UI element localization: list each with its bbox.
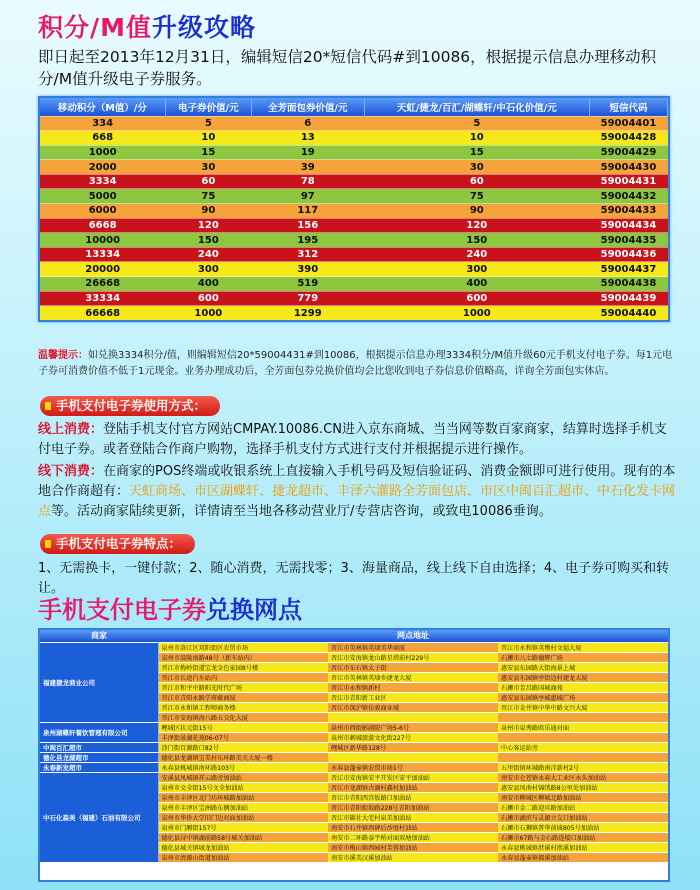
table-cell: 39	[251, 160, 364, 175]
outlet-address: 晋江市安海镇龙山路星塔前村229号	[328, 652, 498, 662]
table-cell: 20000	[40, 262, 165, 277]
outlet-address: 晋江市青阳新工业区	[328, 692, 498, 702]
tip-note	[38, 348, 678, 380]
outlet-address: 泉州市清源山街道加油站	[158, 852, 328, 862]
table-cell: 78	[251, 174, 364, 189]
table-cell: 15	[165, 145, 251, 160]
table-cell: 195	[251, 233, 364, 248]
intro-text: 即日起至2013年12月31日，编辑短信20*短信代码#到10086，根据提示信息办理移动积分/M值升级电子券服务。	[38, 48, 657, 88]
table-row	[40, 772, 668, 782]
table-cell: 1299	[251, 306, 364, 321]
table-cell: 90	[364, 204, 589, 219]
outlets-title-part2: 兑换网点	[206, 596, 302, 624]
table-cell: 600	[165, 291, 251, 306]
table-cell: 668	[40, 131, 165, 146]
merchant-name: 中闽百汇超市	[40, 742, 158, 752]
outlet-address: 石狮市湖滨与灵源立交口加油站	[498, 812, 668, 822]
outlet-address: 晋江市碳社大宅村泉美加油站	[328, 812, 498, 822]
table-cell: 150	[165, 233, 251, 248]
outlet-address: 南安市二环路泰宇桥对面双塘加油站	[328, 832, 498, 842]
upgrade-header-cell: 电子券价值/元	[165, 98, 251, 116]
online-label: 线上消费：	[38, 422, 104, 437]
offline-text-1: 在商家的POS终端或收银系统上直接输入手机号码及短信验证码、消费金额即可进行使用。现有的本地合作商超有：	[38, 464, 676, 499]
outlet-address: 石狮市67路与金石路连接口加油站	[498, 832, 668, 842]
table-cell: 30	[165, 160, 251, 175]
offline-merchants: 天虹商场、市区湖蝶轩、捷龙超市、丰泽六灌路全芳面包店、市区中闽百汇超市、中石化发卡网点	[38, 484, 676, 519]
table-cell: 117	[251, 204, 364, 219]
outlets-header-merchant: 商家	[40, 630, 158, 642]
outlet-address: 安溪县凤城镇祥云路旁加油站	[158, 772, 328, 782]
outlet-address: 南安市仑苍镇永春大工业区永头加油站	[498, 772, 668, 782]
outlet-address: 泉州市文全街15号文全加油站	[158, 782, 328, 792]
table-cell: 10	[165, 131, 251, 146]
table-cell: 600	[364, 291, 589, 306]
features-section-badge: 手机支付电子券特点：	[40, 534, 195, 554]
outlet-address: 永春县桃城镇南环路103号	[158, 762, 328, 772]
outlet-address: 晋江市东石镇太子街	[328, 662, 498, 672]
upgrade-table	[38, 96, 670, 322]
table-cell: 400	[364, 277, 589, 292]
outlet-address: 晋江市和平中路阳光时代广场	[158, 682, 328, 692]
outlet-address: 泉州市洛江区双阳街区农贸市场	[158, 642, 328, 652]
table-cell: 1000	[364, 306, 589, 321]
table-cell: 1000	[165, 306, 251, 321]
table-row	[40, 762, 668, 772]
outlet-address: 丰泽街景湖花苑06-07号	[158, 732, 328, 742]
outlet-address: 晋江市永和镇英墩村文福大厦	[498, 642, 668, 652]
table-cell: 75	[364, 189, 589, 204]
table-row	[40, 306, 668, 321]
table-cell: 3334	[40, 174, 165, 189]
outlet-address: 南安市梅山镇西园村芙蓉加油站	[328, 842, 498, 852]
usage-online	[38, 420, 678, 460]
outlet-address: 永春县桃城镇洑溪村洑溪加油站	[498, 842, 668, 852]
outlet-address: 涂门街百源路口82号	[158, 742, 328, 752]
table-cell: 15	[364, 145, 589, 160]
outlet-address: 泉州市华侨大学旧门边对面加油站	[158, 812, 328, 822]
offline-text-2: 等。活动商家陆续更新，详情请至当地各移动营业厅/专营店咨询，或致电10086垂询。	[51, 504, 552, 519]
outlets-title-part1: 手机支付电子券	[38, 596, 206, 624]
outlet-address: 晋江市青阳街坂路228号青阳加油站	[328, 802, 498, 812]
outlet-address	[328, 752, 498, 762]
table-cell: 390	[251, 262, 364, 277]
table-cell: 59004440	[589, 306, 667, 321]
table-cell: 13	[251, 131, 364, 146]
table-cell: 240	[165, 247, 251, 262]
table-row	[40, 642, 668, 652]
upgrade-table-header	[40, 98, 668, 116]
table-cell: 26668	[40, 277, 165, 292]
table-cell: 779	[251, 291, 364, 306]
table-cell: 5	[364, 116, 589, 131]
outlet-address	[498, 732, 668, 742]
table-cell: 2000	[40, 160, 165, 175]
table-cell: 6668	[40, 218, 165, 233]
outlet-address: 鲤城区状元街15号	[158, 722, 328, 732]
outlet-address	[328, 712, 498, 722]
table-cell: 90	[165, 204, 251, 219]
table-row	[40, 174, 668, 189]
table-cell: 59004428	[589, 131, 667, 146]
outlet-address: 晋江市安海镇安平开发区安平加油站	[328, 772, 498, 782]
outlet-address: 石狮市金二路迎宾路加油站	[498, 802, 668, 812]
table-cell: 59004434	[589, 218, 667, 233]
outlet-address: 五里街镇环城路南洋新村2号	[498, 762, 668, 772]
upgrade-header-cell: 短信代码	[589, 98, 667, 116]
merchant-name: 福建捷龙商业公司	[40, 642, 158, 722]
outlet-address: 德化县浔中镇湖前路58号城关加油站	[158, 832, 328, 842]
table-cell: 30	[364, 160, 589, 175]
offline-label: 线下消费：	[38, 464, 104, 479]
tip-label: 温馨提示：	[38, 350, 88, 361]
outlet-address: 泉州市温陵南路48号（新车站内）	[158, 652, 328, 662]
table-row	[40, 131, 668, 146]
table-cell: 150	[364, 233, 589, 248]
upgrade-header-cell: 移动积分（M值）/分	[40, 98, 165, 116]
table-row	[40, 742, 668, 752]
table-cell: 5000	[40, 189, 165, 204]
merchant-name: 永春新发超市	[40, 762, 158, 772]
table-row	[40, 247, 668, 262]
table-cell: 120	[364, 218, 589, 233]
outlet-address: 德化县龙湖镇宝美村东环路美关大厦一楼	[158, 752, 328, 762]
table-cell: 59004436	[589, 247, 667, 262]
outlet-address: 惠安县东园镇亭街边村捷龙大厦	[498, 672, 668, 682]
table-cell: 59004433	[589, 204, 667, 219]
table-cell: 59004435	[589, 233, 667, 248]
table-cell: 13334	[40, 247, 165, 262]
table-cell: 59004430	[589, 160, 667, 175]
table-row	[40, 204, 668, 219]
outlets-table	[38, 628, 670, 882]
table-cell: 59004432	[589, 189, 667, 204]
table-cell: 59004431	[589, 174, 667, 189]
table-row	[40, 277, 668, 292]
outlet-address: 石狮市八七路德辉广场	[498, 652, 668, 662]
outlet-address: 永春县蓬壶镇都溪加油站	[498, 852, 668, 862]
table-row	[40, 291, 668, 306]
outlet-address: 鲤城区新华路128号	[328, 742, 498, 752]
table-row	[40, 189, 668, 204]
outlet-address: 石狮市芳昌路国城商苑	[498, 682, 668, 692]
table-cell: 10	[364, 131, 589, 146]
outlet-address: 永春县蓬壶镇农贸市场1号	[328, 762, 498, 772]
table-row	[40, 233, 668, 248]
table-cell: 66668	[40, 306, 165, 321]
outlet-address: 晋江市龙湖镇古湖村鑫村加油站	[328, 782, 498, 792]
features-text: 1、无需换卡，一键付款；2、随心消费，无需找零；3、海量商品，线上线下自由选择；4、电子券可购买和转让。	[38, 561, 670, 596]
online-text: 登陆手机支付官方网站CMPAY.10086.CN进入京东商城、当当网等数百家商家，结算时选择手机支付电子券。或者登陆合作商户购物，选择手机支付方式进行支付并根据提示进行操作。	[38, 422, 667, 457]
table-row	[40, 160, 668, 175]
outlet-address: 晋江市英林镇英埭英华商厦	[328, 642, 498, 652]
table-cell: 59004429	[589, 145, 667, 160]
table-cell: 400	[165, 277, 251, 292]
page-title-part2: 升级攻略	[152, 13, 257, 42]
outlet-address: 惠安县东园路大街海景上城	[498, 662, 668, 672]
table-cell: 156	[251, 218, 364, 233]
table-cell: 10000	[40, 233, 165, 248]
outlet-address: 晋江市永和镇新村	[328, 682, 498, 692]
outlet-address: 晋江市永和镇工程师商务楼	[158, 702, 328, 712]
merchant-name: 泉州湖蝶轩餐饮管理有限公司	[40, 722, 158, 742]
table-cell: 240	[364, 247, 589, 262]
outlet-address: 南安市石井镇西碑后沙厝村油站	[328, 822, 498, 832]
table-cell: 300	[364, 262, 589, 277]
outlet-address: 惠安县凤南村锦绣路8公里处加油站	[498, 782, 668, 792]
table-cell: 6000	[40, 204, 165, 219]
table-row	[40, 145, 668, 160]
table-cell: 519	[251, 277, 364, 292]
table-cell: 59004439	[589, 291, 667, 306]
table-row	[40, 218, 668, 233]
outlet-address: 泉州市丰泽区北门坊环城路加油站	[158, 792, 328, 802]
outlet-address: 泉州市丰泽区宝洲路东侧加油站	[158, 802, 328, 812]
upgrade-header-cell: 全芳面包券价值/元	[251, 98, 364, 116]
outlet-address: 晋江市长途汽车站内	[158, 672, 328, 682]
merchant-name: 中石化森美（福建）石油有限公司	[40, 772, 158, 862]
usage-section-badge: 手机支付电子券使用方式：	[40, 396, 220, 416]
table-cell: 60	[165, 174, 251, 189]
merchant-name: 德化县龙湖超市	[40, 752, 158, 762]
outlet-address: 晋江市青阳永路学府蔽商厦	[158, 692, 328, 702]
table-cell: 97	[251, 189, 364, 204]
table-row	[40, 116, 668, 131]
table-cell: 334	[40, 116, 165, 131]
outlet-address: 泉州市刺城旅游文化街227号	[328, 732, 498, 742]
table-cell: 33334	[40, 291, 165, 306]
outlets-table-header	[40, 630, 668, 642]
outlet-address: 惠安县东园镇亭城惠城广场	[498, 692, 668, 702]
outlet-address: 南安市柳城区柳城北路加油站	[498, 792, 668, 802]
outlet-address: 晋江市英林镇英埭乡捷龙大厦	[328, 672, 498, 682]
table-row	[40, 262, 668, 277]
table-cell: 59004437	[589, 262, 667, 277]
table-cell: 59004401	[589, 116, 667, 131]
outlet-address: 泉州市西街影剧院广场5-6号	[328, 722, 498, 732]
outlet-address: 晋江市青阳西宫坂路口加油站	[328, 792, 498, 802]
outlet-address: 泉州市门厢街157号	[158, 822, 328, 832]
outlets-header-address: 网点地址	[158, 630, 668, 642]
outlet-address: 德化县城关镇城龙加油站	[158, 842, 328, 852]
table-cell: 120	[165, 218, 251, 233]
table-cell: 312	[251, 247, 364, 262]
outlet-address: 晋江市安海镇海八路五交化大厦	[158, 712, 328, 722]
outlet-address	[498, 712, 668, 722]
tip-text: 如兑换3334积分/值，则编辑短信20*59004431#到10086，根据提示信息办理3334积分/M值升级60元手机支付电子券。每1元电子券可消费价值不低于1元现金。业务办理成功后，全芳面包券兑换价值均会比您收到电子券信息价值略高，详询全芳面包实体店。	[38, 350, 673, 377]
outlet-address: 晋江市深沪镇佳骏商业城	[328, 702, 498, 712]
outlet-address: 晋江市梅岭街道宝龙金色家园8号楼	[158, 662, 328, 672]
outlets-title	[38, 590, 302, 625]
table-cell: 5	[165, 116, 251, 131]
table-cell: 300	[165, 262, 251, 277]
outlet-address: 中心客运站旁	[498, 742, 668, 752]
table-cell: 60	[364, 174, 589, 189]
page-title-part1: 积分/M值	[38, 13, 153, 42]
outlet-address: 泉州市泉秀路欧乐迪对面	[498, 722, 668, 732]
outlet-address: 石狮市石狮镇普华前城805号加油站	[498, 822, 668, 832]
table-row	[40, 722, 668, 732]
table-cell: 59004438	[589, 277, 667, 292]
outlet-address: 晋江市金井镇中华中路文兴大厦	[498, 702, 668, 712]
outlet-address: 南安市溪美汉溪加油站	[328, 852, 498, 862]
table-cell: 6	[251, 116, 364, 131]
upgrade-header-cell: 天虹/捷龙/百汇/湖蝶轩/中石化价值/元	[364, 98, 589, 116]
usage-offline	[38, 462, 678, 522]
outlet-address	[498, 752, 668, 762]
table-cell: 75	[165, 189, 251, 204]
table-cell: 1000	[40, 145, 165, 160]
page-title	[38, 8, 256, 44]
table-row	[40, 752, 668, 762]
table-cell: 19	[251, 145, 364, 160]
